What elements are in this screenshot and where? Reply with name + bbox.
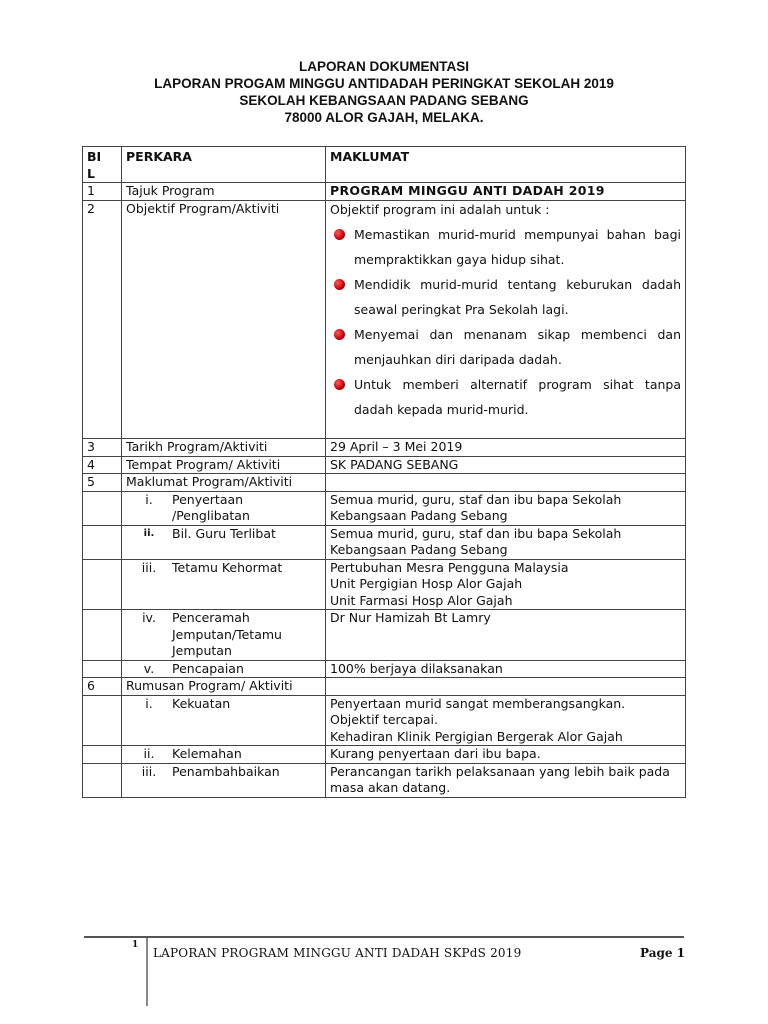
table-row: [83, 660, 686, 678]
table-row: [83, 559, 686, 610]
sub-perkara: [122, 491, 326, 525]
sub-bil: [83, 559, 122, 610]
row-6-perkara: Rumusan Program/ Aktiviti: [122, 678, 326, 696]
table-row: [83, 610, 686, 661]
sub-maklumat: 100% berjaya dilaksanakan: [326, 660, 686, 678]
table-row: [83, 491, 686, 525]
objective-text: Untuk memberi alternatif program sihat tanpa dadah kepada murid-murid.: [354, 377, 681, 417]
bullet-icon: [334, 229, 345, 240]
sub-number: iii.: [141, 559, 157, 575]
table-row: [83, 678, 686, 696]
row-2-maklumat: [326, 200, 686, 439]
sub-perkara: [122, 610, 326, 661]
objective-list: [330, 222, 681, 422]
sub-label: Penceramah Jemputan/Tetamu Jemputan: [172, 610, 282, 658]
row-3-perkara: Tarikh Program/Aktiviti: [122, 439, 326, 457]
row-4-maklumat: SK PADANG SEBANG: [326, 456, 686, 474]
footer-page-number: 1: [132, 940, 139, 950]
sub-number: ii.: [143, 527, 155, 539]
row-6-bil: 6: [83, 678, 122, 696]
footer-title: LAPORAN PROGRAM MINGGU ANTI DADAH SKPdS 2019: [153, 946, 522, 960]
sub-number: i.: [145, 491, 153, 507]
table-row: [83, 474, 686, 492]
row-3-bil: 3: [83, 439, 122, 457]
row-5-bil: 5: [83, 474, 122, 492]
list-item: [354, 222, 681, 272]
objective-text: Memastikan murid-murid mempunyai bahan bagi mempraktikkan gaya hidup sihat.: [354, 227, 681, 267]
row-6-maklumat: [326, 678, 686, 696]
row-2-bil: 2: [83, 200, 122, 439]
sub-maklumat: Semua murid, guru, staf dan ibu bapa Sekolah Kebangsaan Padang Sebang: [326, 525, 686, 559]
header-line-3: SEKOLAH KEBANGSAAN PADANG SEBANG: [239, 93, 529, 108]
header-maklumat: MAKLUMAT: [326, 147, 686, 183]
report-table: [82, 146, 686, 798]
sub-label: Kekuatan: [172, 695, 231, 711]
sub-value-line: Pertubuhan Mesra Pengguna Malaysia: [330, 559, 569, 575]
objective-intro: Objektif program ini adalah untuk :: [330, 201, 550, 217]
table-row: [83, 200, 686, 439]
sub-number: ii.: [143, 746, 155, 761]
header-line-2: LAPORAN PROGAM MINGGU ANTIDADAH PERINGKAT SEKOLAH 2019: [154, 76, 614, 91]
sub-value-line: Penyertaan murid sangat memberangsangkan.: [330, 695, 626, 711]
list-item: [354, 372, 681, 422]
table-row: [83, 763, 686, 797]
sub-bil: [83, 660, 122, 678]
sub-number: i.: [145, 695, 153, 711]
table-row: [83, 439, 686, 457]
sub-perkara: [122, 763, 326, 797]
row-5-maklumat: [326, 474, 686, 492]
sub-perkara: [122, 559, 326, 610]
sub-bil: [83, 491, 122, 525]
sub-label: Tetamu Kehormat: [172, 559, 283, 575]
sub-perkara: [122, 695, 326, 746]
sub-label: Bil. Guru Terlibat: [172, 525, 276, 541]
sub-perkara: [122, 660, 326, 678]
table-row: [83, 183, 686, 201]
header-bil-label: BI L: [87, 149, 102, 181]
sub-value-line: Unit Farmasi Hosp Alor Gajah: [330, 592, 513, 608]
row-1-bil: 1: [83, 183, 122, 201]
sub-number: iii.: [141, 763, 157, 779]
sub-maklumat: [326, 559, 686, 610]
sub-label: Pencapaian: [172, 660, 244, 676]
table-row: [83, 456, 686, 474]
sub-number: iv.: [142, 610, 156, 625]
list-item: [354, 322, 681, 372]
row-4-bil: 4: [83, 456, 122, 474]
sub-maklumat: Perancangan tarikh pelaksanaan yang lebih baik pada masa akan datang.: [326, 763, 686, 797]
bullet-icon: [334, 329, 345, 340]
footer-page-label: Page 1: [640, 946, 686, 960]
header-line-1: LAPORAN DOKUMENTASI: [299, 59, 469, 74]
sub-number: v.: [143, 660, 155, 676]
row-1-perkara: Tajuk Program: [122, 183, 326, 201]
table-row: [83, 695, 686, 746]
sub-bil: [83, 610, 122, 661]
sub-maklumat: [326, 695, 686, 746]
bullet-icon: [334, 279, 345, 290]
objective-text: Mendidik murid-murid tentang keburukan dadah seawal peringkat Pra Sekolah lagi.: [354, 277, 681, 317]
header-perkara: PERKARA: [122, 147, 326, 183]
header-line-4: 78000 ALOR GAJAH, MELAKA.: [284, 110, 484, 125]
sub-bil: [83, 695, 122, 746]
sub-bil: [83, 525, 122, 559]
sub-label: Kelemahan: [172, 746, 242, 761]
sub-label: Penambahbaikan: [172, 763, 280, 779]
sub-value-line: Unit Pergigian Hosp Alor Gajah: [330, 576, 523, 591]
header-bil: [83, 147, 122, 183]
sub-label: Penyertaan /Penglibatan: [172, 491, 250, 523]
row-2-perkara: Objektif Program/Aktiviti: [122, 200, 326, 439]
table-header-row: [83, 147, 686, 183]
row-3-maklumat: 29 April – 3 Mei 2019: [326, 439, 686, 457]
sub-value-line: Objektif tercapai.: [330, 712, 438, 727]
table-row: [83, 525, 686, 559]
footer-vertical-divider: [146, 938, 148, 1006]
document-header: [0, 58, 768, 126]
objective-text: Menyemai dan menanam sikap membenci dan menjauhkan diri daripada dadah.: [354, 327, 681, 367]
bullet-icon: [334, 379, 345, 390]
row-5-perkara: Maklumat Program/Aktiviti: [122, 474, 326, 492]
sub-maklumat: Kurang penyertaan dari ibu bapa.: [326, 746, 686, 764]
row-4-perkara: Tempat Program/ Aktiviti: [122, 456, 326, 474]
sub-perkara: [122, 746, 326, 764]
table-row: [83, 746, 686, 764]
sub-maklumat: Semua murid, guru, staf dan ibu bapa Sekolah Kebangsaan Padang Sebang: [326, 491, 686, 525]
sub-perkara: [122, 525, 326, 559]
footer-divider: [84, 936, 684, 938]
sub-maklumat: Dr Nur Hamizah Bt Lamry: [326, 610, 686, 661]
list-item: [354, 272, 681, 322]
sub-bil: [83, 763, 122, 797]
sub-value-line: Kehadiran Klinik Pergigian Bergerak Alor Gajah: [330, 728, 623, 744]
sub-bil: [83, 746, 122, 764]
row-1-maklumat: PROGRAM MINGGU ANTI DADAH 2019: [326, 183, 686, 201]
